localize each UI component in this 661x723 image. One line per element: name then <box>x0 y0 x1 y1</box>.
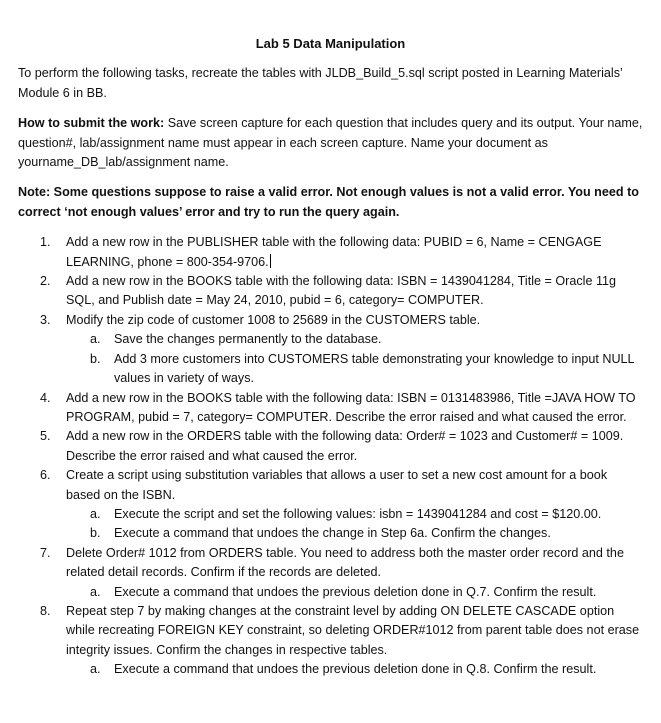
task-item <box>18 427 643 466</box>
task-text: Add a new row in the ORDERS table with the following data: Order# = 1023 and Customer# = 1009. Describe the error raised and what caused the error. <box>66 429 624 463</box>
task-number: 1. <box>40 235 51 250</box>
subtask-item <box>66 350 643 389</box>
task-text: Repeat step 7 by making changes at the constraint level by adding ON DELETE CASCADE option while recreating FOREIGN KEY constraint, so deleting ORDER#1012 from parent table does not erase integrity issues. Confirm the changes in respective tables. <box>66 603 640 657</box>
document-title: Lab 5 Data Manipulation <box>255 36 406 51</box>
subtask-text: Save the changes permanently to the database. <box>114 332 382 347</box>
subtask-letter: b. <box>90 526 101 541</box>
task-number: 7. <box>40 545 51 560</box>
task-item <box>18 466 643 544</box>
subtask-text: Execute the script and set the following values: isbn = 1439041284 and cost = $120.00. <box>114 506 602 521</box>
submission-label: How to submit the work: <box>18 116 165 131</box>
subtask-text: Execute a command that undoes the previous deletion done in Q.8. Confirm the result. <box>114 662 597 677</box>
subtask-text: Execute a command that undoes the previous deletion done in Q.7. Confirm the result. <box>114 584 597 599</box>
subtask-item <box>66 660 643 679</box>
subtask-letter: a. <box>90 332 101 347</box>
task-text: Add a new row in the BOOKS table with the following data: ISBN = 0131483986, Title =JAVA HOW TO PROGRAM, pubid = 7, category= COMPUTER. Describe the error raised and what caused the error. <box>66 390 636 424</box>
subtask-letter: a. <box>90 584 101 599</box>
task-list <box>18 233 643 679</box>
task-item <box>18 544 643 602</box>
intro-paragraph: To perform the following tasks, recreate the tables with JLDB_Build_5.sql script posted in Learning Materials’ Module 6 in BB. <box>18 66 623 100</box>
subtask-letter: a. <box>90 662 101 677</box>
task-number: 6. <box>40 468 51 483</box>
task-item <box>18 602 643 680</box>
submission-text: Save screen capture for each question that includes query and its output. Your name, question#, lab/assignment name must appear in each screen capture. Name your document as yourname_DB_lab/assignment name. <box>18 116 643 170</box>
task-number: 5. <box>40 429 51 444</box>
subtask-item <box>66 330 643 349</box>
subtask-item <box>66 583 643 602</box>
task-item <box>18 233 643 272</box>
subtask-list <box>66 330 643 388</box>
task-text: Add a new row in the PUBLISHER table with the following data: PUBID = 6, Name = CENGAGE LEARNING, phone = 800-354-9706. <box>66 235 602 269</box>
subtask-letter: a. <box>90 506 101 521</box>
note-paragraph: Note: Some questions suppose to raise a valid error. Not enough values is not a valid error. You need to correct ‘not enough values’ error and try to run the query again. <box>18 185 639 219</box>
subtask-text: Add 3 more customers into CUSTOMERS table demonstrating your knowledge to input NULL values in variety of ways. <box>114 351 635 386</box>
task-number: 2. <box>40 274 51 289</box>
task-text: Modify the zip code of customer 1008 to 25689 in the CUSTOMERS table. <box>66 312 481 327</box>
subtask-text: Execute a command that undoes the change in Step 6a. Confirm the changes. <box>114 526 551 541</box>
task-number: 3. <box>40 312 51 327</box>
task-number: 4. <box>40 390 51 405</box>
task-item <box>18 389 643 428</box>
task-text: Create a script using substitution variables that allows a user to set a new cost amount for a book based on the ISBN. <box>66 468 608 502</box>
subtask-list <box>66 583 643 602</box>
subtask-list <box>66 660 643 679</box>
task-text: Add a new row in the BOOKS table with the following data: ISBN = 1439041284, Title = Oracle 11g SQL, and Publish date = May 24, 2010, pubid = 6, category= COMPUTER. <box>66 274 617 308</box>
task-text: Delete Order# 1012 from ORDERS table. You need to address both the master order record and the related detail records. Confirm if the records are deleted. <box>66 545 624 580</box>
text-cursor <box>270 254 271 268</box>
task-item <box>18 311 643 389</box>
submission-instructions <box>18 114 643 172</box>
subtask-item <box>66 505 643 524</box>
task-item <box>18 272 643 311</box>
task-number: 8. <box>40 603 51 618</box>
subtask-item <box>66 524 643 543</box>
subtask-letter: b. <box>90 351 101 366</box>
subtask-list <box>66 505 643 544</box>
